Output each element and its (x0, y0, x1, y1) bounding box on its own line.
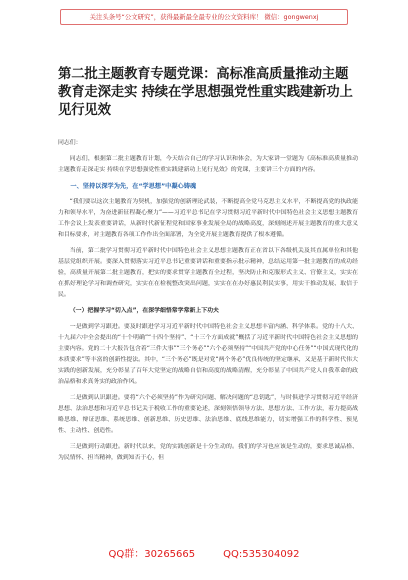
body-paragraph: 一是做到学习跟进。要及时跟进学习习近平新时代中国特色社会主义思想丰富内涵、科学体系。党的十八大、十九届六中全会提出的“十个明确”“十四个坚持”、“十三个方面成就”概括了习近平新时代中国特色社会主义思想的主要内容。党的二十大报告包含着“三件大事”“三个务必”“六个必须坚持”“中国共产党的中心任务”“中国式现代化的本质要求”等丰富的创新性提法。其中，“三个务必”既是对党“两个务必”优良传统的坚定继承，又是基于新时代伟大实践的创新发展，充分彰显了百年大党坚定的战略自信和高度的战略清醒，充分彰显了中国共产党人自我革命的政治品格和求真务实的政治作风。 (58, 324, 358, 385)
section-heading: 一、坚持以深学为先，在“学思想”中凝心铸魂 (70, 183, 197, 190)
body-paragraph: 当前，第二批学习贯彻习近平新时代中国特色社会主义思想主题教育正在省以下各级机关及其直属单位和其他基层党组织开展。要深入贯彻落实习近平总书记重要讲话和重要指示批示精神，总结运用第一批主题教育的成功经验，高质量开展第二批主题教育，把实的要求贯穿主题教育全过程，坚决防止和克服形式主义、官僚主义，实实在在抓好理论学习和调查研究，实实在在检视整改突出问题，实实在在办好惠民利民实事，用实干推动发展、取信于民。 (58, 248, 358, 298)
footer-contact (0, 545, 408, 560)
subsection-heading: （一）把握学习“切入点”，在深学细悟常学常新上下功夫 (69, 308, 219, 314)
qq-number-text: QQ:535304092 (223, 549, 300, 560)
body-paragraph: 三是做到行动跟进。新时代以来，党的实践创新是十分生动的。我们的学习也应该是生动的，要求思诚品格、为民情怀、担当精神，做到知否于心，但 (58, 444, 358, 461)
qq-group-text: QQ群：30265665 (108, 549, 196, 560)
body-paragraph: “我们要以这次主题教育为契机，加强党的创新理论武装，不断提高全党马克思主义水平，不断提高党的执政能力和领导水平，为奋进新征程凝心聚力”——习近平总书记在学习贯彻习近平新时代中国特色社会主义思想主题教育工作会议上发表重要讲话，从新时代新征程党和国家事业发展全局的战略高度，深刻阐述开展主题教育的重大意义和目标要求，对主题教育各项工作作出全面部署，为全党开展主题教育提供了根本遵循。 (58, 199, 358, 238)
document-body (58, 138, 358, 464)
document-title: 第二批主题教育专题党课：高标准高质量推动主题教育走深走实 持续在学思想强党性重实践建新功上见行见效 (58, 67, 353, 118)
body-paragraph: 二是做到认识跟进。要将“六个必须坚持”作为研究问题、解决问题的“总钥匙”，与时俱进学习贯彻习近平经济思想、法治思想和习近平总书记关于税收工作的重要论述，深刻领悟领导方法、思想方法、工作方法，着力提高战略思维、辩证思维、系统思维、创新思维、历史思维、法治思维、底线思维能力，切实增强工作的科学性、预见性、主动性、创造性。 (58, 395, 358, 434)
top-banner: 关注头条号“公文研究”，获得最新最全最专业的公文资料库！ 微信：gongwenxj (60, 9, 348, 25)
salutation: 同志们： (58, 140, 82, 146)
body-paragraph: 同志们，根据第二批主题教育计划，今天结合自己的学习认识和体会，为大家讲一堂题为《高标准高质量推动主题教育走深走实 持续在学思想强党性重实践建新功上见行见效》的党课，主要讲三个方面的内容。 (58, 156, 358, 173)
